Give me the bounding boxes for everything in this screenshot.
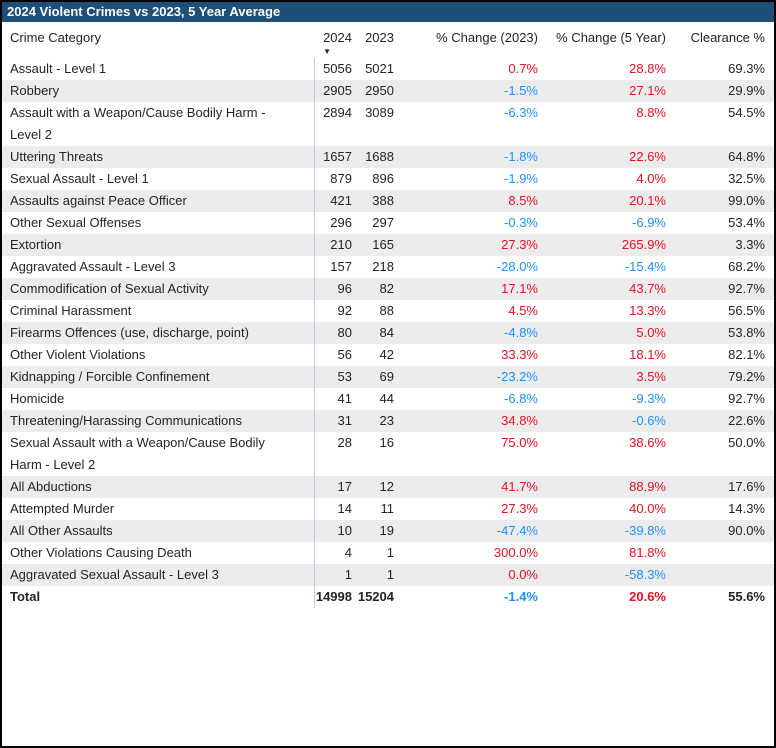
pct-change-5yr-cell: 18.1% — [629, 347, 666, 362]
table-row[interactable] — [2, 366, 774, 388]
pct-change-2023-cell: 17.1% — [501, 281, 538, 296]
table-row[interactable] — [2, 168, 774, 190]
crime-category-cell: Robbery — [10, 83, 60, 98]
table-row[interactable] — [2, 102, 774, 146]
clearance-pct-cell: 90.0% — [728, 523, 765, 538]
table-row[interactable] — [2, 520, 774, 542]
crime-category-cell: Other Sexual Offenses — [10, 215, 142, 230]
pct-change-2023-cell: 4.5% — [508, 303, 538, 318]
count-2023-cell: 2950 — [365, 83, 394, 98]
crime-category-cell: Homicide — [10, 391, 65, 406]
pct-change-5yr-cell: 13.3% — [629, 303, 666, 318]
table-row[interactable] — [2, 300, 774, 322]
clearance-pct-cell: 92.7% — [728, 391, 765, 406]
clearance-pct-cell: 69.3% — [728, 61, 765, 76]
table-row[interactable] — [2, 234, 774, 256]
column-header-2023[interactable]: 2023 — [365, 30, 394, 45]
table-body — [2, 58, 774, 608]
pct-change-2023-cell: 8.5% — [508, 193, 538, 208]
clearance-pct-cell — [672, 564, 774, 586]
pct-change-2023-cell: -23.2% — [496, 369, 538, 384]
count-2024-cell: 210 — [314, 234, 354, 256]
table-row[interactable] — [2, 322, 774, 344]
pct-change-2023-cell: 27.3% — [501, 501, 538, 516]
pct-change-2023-cell: -47.4% — [496, 523, 538, 538]
pct-change-5yr-cell: -0.6% — [632, 413, 666, 428]
table-row[interactable] — [2, 256, 774, 278]
count-2024-cell: 14998 — [314, 586, 354, 608]
count-2023-cell: 82 — [379, 281, 394, 296]
count-2023-cell: 388 — [372, 193, 394, 208]
crime-category-cell: All Abductions — [10, 479, 92, 494]
table-row[interactable] — [2, 344, 774, 366]
crime-category-cell: Aggravated Assault - Level 3 — [10, 259, 176, 274]
clearance-pct-cell: 14.3% — [728, 501, 765, 516]
clearance-pct-cell: 53.8% — [728, 325, 765, 340]
count-2024-cell: 53 — [314, 366, 354, 388]
clearance-pct-cell — [672, 542, 774, 564]
clearance-pct-cell: 55.6% — [728, 589, 765, 604]
column-header-2024[interactable] — [314, 30, 354, 58]
count-2024-cell: 56 — [314, 344, 354, 366]
crime-category-cell: Assault with a Weapon/Cause Bodily Harm - Level 2 — [10, 105, 266, 142]
count-2023-cell: 3089 — [365, 105, 394, 120]
count-2023-cell: 44 — [379, 391, 394, 406]
pct-change-2023-cell: 27.3% — [501, 237, 538, 252]
clearance-pct-cell: 32.5% — [728, 171, 765, 186]
pct-change-2023-cell: 75.0% — [501, 435, 538, 450]
count-2024-cell: 96 — [314, 278, 354, 300]
table-row[interactable] — [2, 564, 774, 586]
crime-category-cell: Threatening/Harassing Communications — [10, 413, 242, 428]
count-2023-cell: 218 — [372, 259, 394, 274]
clearance-pct-cell: 56.5% — [728, 303, 765, 318]
clearance-pct-cell: 82.1% — [728, 347, 765, 362]
crime-category-cell: Total — [10, 589, 41, 604]
table-row[interactable] — [2, 146, 774, 168]
count-2023-cell: 42 — [379, 347, 394, 362]
table-header — [2, 22, 774, 58]
pct-change-5yr-cell: 4.0% — [636, 171, 666, 186]
count-2023-cell: 1 — [386, 545, 394, 560]
count-2024-cell: 80 — [314, 322, 354, 344]
crime-category-cell: Assault - Level 1 — [10, 61, 107, 76]
pct-change-2023-cell: 34.8% — [501, 413, 538, 428]
count-2023-cell: 165 — [372, 237, 394, 252]
pct-change-2023-cell: -1.5% — [504, 83, 538, 98]
table-row[interactable] — [2, 410, 774, 432]
count-2023-cell: 1 — [386, 567, 394, 582]
count-2023-cell: 88 — [379, 303, 394, 318]
count-2024-cell: 2905 — [314, 80, 354, 102]
clearance-pct-cell: 29.9% — [728, 83, 765, 98]
clearance-pct-cell: 53.4% — [728, 215, 765, 230]
crime-category-cell: Kidnapping / Forcible Confinement — [10, 369, 210, 384]
clearance-pct-cell: 68.2% — [728, 259, 765, 274]
pct-change-5yr-cell: -39.8% — [624, 523, 666, 538]
clearance-pct-cell: 64.8% — [728, 149, 765, 164]
count-2023-cell: 15204 — [357, 589, 394, 604]
pct-change-2023-cell: -0.3% — [504, 215, 538, 230]
crime-category-cell: Uttering Threats — [10, 149, 103, 164]
pct-change-5yr-cell: 5.0% — [636, 325, 666, 340]
table-row[interactable] — [2, 476, 774, 498]
crime-category-cell: All Other Assaults — [10, 523, 113, 538]
count-2023-cell: 23 — [379, 413, 394, 428]
count-2024-cell: 2894 — [314, 102, 354, 146]
count-2023-cell: 69 — [379, 369, 394, 384]
pct-change-2023-cell: 33.3% — [501, 347, 538, 362]
pct-change-5yr-cell: 20.1% — [629, 193, 666, 208]
count-2023-cell: 11 — [380, 501, 394, 516]
column-header-pct-change-5yr[interactable]: % Change (5 Year) — [556, 30, 666, 45]
pct-change-2023-cell: -6.8% — [504, 391, 538, 406]
pct-change-5yr-cell: -6.9% — [632, 215, 666, 230]
table-row[interactable] — [2, 212, 774, 234]
count-2024-cell: 157 — [314, 256, 354, 278]
clearance-pct-cell: 22.6% — [728, 413, 765, 428]
count-2024-cell: 17 — [314, 476, 354, 498]
table-row[interactable] — [2, 80, 774, 102]
clearance-pct-cell: 99.0% — [728, 193, 765, 208]
crime-category-cell: Attempted Murder — [10, 501, 115, 516]
pct-change-5yr-cell: 81.8% — [629, 545, 666, 560]
pct-change-5yr-cell: -9.3% — [632, 391, 666, 406]
pct-change-2023-cell: -4.8% — [504, 325, 538, 340]
count-2024-cell: 10 — [314, 520, 354, 542]
crime-category-cell: Firearms Offences (use, discharge, point) — [10, 325, 249, 340]
column-header-2024-label: 2024 — [323, 30, 352, 45]
table-row[interactable] — [2, 432, 774, 476]
crime-category-cell: Extortion — [10, 237, 62, 252]
clearance-pct-cell: 17.6% — [728, 479, 765, 494]
table-row[interactable] — [2, 58, 774, 80]
count-2024-cell: 1 — [314, 564, 354, 586]
crime-category-cell: Other Violations Causing Death — [10, 545, 192, 560]
crime-category-cell: Criminal Harassment — [10, 303, 132, 318]
count-2024-cell: 14 — [314, 498, 354, 520]
crime-category-cell: Commodification of Sexual Activity — [10, 281, 209, 296]
table-row[interactable] — [2, 278, 774, 300]
pct-change-2023-cell: -6.3% — [504, 105, 538, 120]
crime-category-cell: Aggravated Sexual Assault - Level 3 — [10, 567, 219, 582]
count-2023-cell: 12 — [379, 479, 394, 494]
count-2024-cell: 5056 — [314, 58, 354, 80]
count-2023-cell: 16 — [379, 435, 394, 450]
pct-change-5yr-cell: -15.4% — [624, 259, 666, 274]
pct-change-2023-cell: 0.7% — [508, 61, 538, 76]
clearance-pct-cell: 54.5% — [728, 105, 765, 120]
count-2023-cell: 297 — [372, 215, 394, 230]
pct-change-2023-cell: -28.0% — [496, 259, 538, 274]
count-2024-cell: 421 — [314, 190, 354, 212]
pct-change-5yr-cell: 43.7% — [629, 281, 666, 296]
column-header-clearance[interactable]: Clearance % — [690, 30, 765, 45]
clearance-pct-cell: 3.3% — [735, 237, 765, 252]
pct-change-5yr-cell: 88.9% — [629, 479, 666, 494]
pct-change-5yr-cell: 22.6% — [629, 149, 666, 164]
count-2023-cell: 5021 — [365, 61, 394, 76]
crime-category-cell: Sexual Assault with a Weapon/Cause Bodily Harm - Level 2 — [10, 435, 265, 472]
pct-change-5yr-cell: 3.5% — [636, 369, 666, 384]
count-2024-cell: 879 — [314, 168, 354, 190]
count-2024-cell: 4 — [314, 542, 354, 564]
sort-descending-icon: ▼ — [323, 47, 331, 56]
pct-change-2023-cell: -1.9% — [504, 171, 538, 186]
column-header-crime-category[interactable]: Crime Category — [10, 30, 102, 45]
pct-change-2023-cell: -1.4% — [504, 589, 538, 604]
pct-change-5yr-cell: 27.1% — [629, 83, 666, 98]
table-row[interactable] — [2, 498, 774, 520]
count-2024-cell: 28 — [314, 432, 354, 476]
count-2024-cell: 41 — [314, 388, 354, 410]
count-2023-cell: 896 — [372, 171, 394, 186]
pct-change-5yr-cell: -58.3% — [624, 567, 666, 582]
pct-change-2023-cell: 300.0% — [493, 545, 538, 560]
crime-category-cell: Assaults against Peace Officer — [10, 193, 187, 208]
pct-change-2023-cell: 0.0% — [508, 567, 538, 582]
count-2023-cell: 1688 — [365, 149, 394, 164]
count-2023-cell: 19 — [379, 523, 394, 538]
pct-change-2023-cell: -1.8% — [504, 149, 538, 164]
crime-category-cell: Sexual Assault - Level 1 — [10, 171, 149, 186]
crime-category-cell: Other Violent Violations — [10, 347, 146, 362]
count-2024-cell: 31 — [314, 410, 354, 432]
pct-change-5yr-cell: 38.6% — [629, 435, 666, 450]
pct-change-5yr-cell: 20.6% — [629, 589, 666, 604]
total-row[interactable] — [2, 586, 774, 608]
pct-change-5yr-cell: 265.9% — [621, 237, 666, 252]
clearance-pct-cell: 50.0% — [728, 435, 765, 450]
count-2023-cell: 84 — [379, 325, 394, 340]
count-2024-cell: 296 — [314, 212, 354, 234]
pct-change-2023-cell: 41.7% — [501, 479, 538, 494]
pct-change-5yr-cell: 28.8% — [629, 61, 666, 76]
pct-change-5yr-cell: 8.8% — [636, 105, 666, 120]
table-row[interactable] — [2, 542, 774, 564]
table-row[interactable] — [2, 190, 774, 212]
clearance-pct-cell: 92.7% — [728, 281, 765, 296]
table-row[interactable] — [2, 388, 774, 410]
column-header-pct-change-2023[interactable]: % Change (2023) — [436, 30, 538, 45]
count-2024-cell: 1657 — [314, 146, 354, 168]
count-2024-cell: 92 — [314, 300, 354, 322]
pct-change-5yr-cell: 40.0% — [629, 501, 666, 516]
visual-title: 2024 Violent Crimes vs 2023, 5 Year Average — [2, 2, 774, 22]
clearance-pct-cell: 79.2% — [728, 369, 765, 384]
